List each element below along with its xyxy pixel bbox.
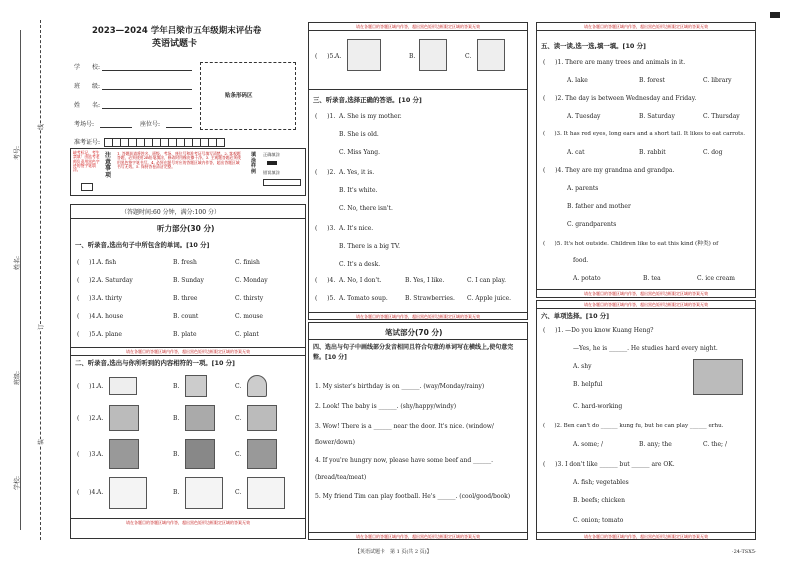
warning-band: 请在各题目的答题区域内作答，超出黑色矩形边框限定区域的答案无效 xyxy=(71,347,305,356)
picture-icon xyxy=(109,405,139,431)
name-input[interactable] xyxy=(102,108,192,109)
picture-icon xyxy=(247,439,277,469)
exam-meta: （答题时间:60 分钟，满分:100 分） xyxy=(121,209,220,216)
s5-q1[interactable]: ( )1. There are many trees and animals in it. A. lake B. forest C. library xyxy=(543,59,732,84)
absent-note: 缺考标记，考生禁填！由监考老师负责用黑色字迹的签字笔填涂。 xyxy=(73,150,100,173)
fill-correct: 正确填涂 xyxy=(263,152,280,157)
section-4-title: 四、选出与句子中画线部分发音相同且符合句意的单词写在横线上,使句意完整。[10 分] xyxy=(313,344,514,361)
margin-seal-word: 装 xyxy=(38,438,45,445)
seat-input[interactable] xyxy=(166,127,192,128)
s4-item-1[interactable]: 1. My sister's birthday is on ______. (way/Monday/rainy) xyxy=(315,383,485,390)
picture-icon xyxy=(419,39,447,71)
picture-icon xyxy=(185,405,215,431)
column-1 xyxy=(70,22,306,547)
school-input[interactable] xyxy=(102,70,192,71)
s6-q2[interactable]: ( )2. Ben can't do ______ kung fu, but he can play ______ erhu. A. some; / B. any; the C. the; / xyxy=(543,423,727,448)
s4-item-4[interactable]: 4. If you're hungry now, please have some beef and ______. xyxy=(315,457,494,464)
writing-title: 笔试部分(70 分) xyxy=(385,328,443,337)
barcode-label: 贴条形码区 xyxy=(225,93,253,99)
s2-row-1[interactable]: ( )1. A. B. C. xyxy=(77,375,299,399)
s4-item-4-cont: (bread/tea/meat) xyxy=(315,474,367,481)
warning-band: 请在各题目的答题区域内作答，超出黑色矩形边框限定区域的答案无效 xyxy=(537,289,755,297)
warning-band: 请在各题目的答题区域内作答，超出黑色矩形边框限定区域的答案无效 xyxy=(537,532,755,540)
s1-row-4[interactable]: ( )4. A. house B. count C. mouse xyxy=(77,313,263,320)
picture-icon xyxy=(109,377,137,395)
s4-item-5[interactable]: 5. My friend Tim can play football. He's ______. (cool/good/book) xyxy=(315,493,511,500)
absent-box[interactable] xyxy=(81,183,93,191)
binding-margin xyxy=(0,0,62,561)
section-6-title: 六、单项选择。[10 分] xyxy=(541,312,610,320)
admission-label: 准考证号: xyxy=(74,139,101,146)
margin-name: 姓名: xyxy=(14,255,21,270)
s6-q3[interactable]: ( )3. I don't like ______ but ______ are OK. A. fish; vegetables B. beefs; chicken C. onion; tomato xyxy=(543,461,675,524)
room-input[interactable] xyxy=(100,127,132,128)
picture-icon xyxy=(477,39,505,71)
fill-wrong-mark xyxy=(263,179,301,186)
warning-band: 请在各题目的答题区域内作答，超出黑色矩形边框限定区域的答案无效 xyxy=(71,518,305,526)
s4-item-2[interactable]: 2. Look! The baby is ______. (shy/happy/windy) xyxy=(315,403,457,410)
exam-subtitle: 英语试题卡 xyxy=(152,39,198,49)
s3-q2[interactable]: ( )2. A. Yes, it is. B. It's white. C. No, there isn't. xyxy=(315,169,393,212)
s1-row-2[interactable]: ( )2. A. Saturday B. Sunday C. Monday xyxy=(77,277,268,284)
margin-line-word: 线 xyxy=(38,123,45,130)
picture-icon xyxy=(247,375,267,397)
notes-text: 1. 答题前请将姓名、班级、考场、座位号和准考证号填写清楚。2. 客观题答题，必须使用2B铅笔填涂，修改时用橡皮擦干净。3. 主观题答题必须使用黑色签字笔书写。4. 必须在题号对应的答题区域内作答，超出答题区域书写无效。5. 保持答卷清洁完整。 xyxy=(117,151,241,170)
footer-page: 【英语试题卡 第 1 页(共 2 页)】 xyxy=(355,549,432,555)
room-label: 考场号: xyxy=(74,121,95,128)
margin-dash-line xyxy=(40,20,41,540)
picture-icon xyxy=(693,359,743,395)
class-input[interactable] xyxy=(102,89,192,90)
corner-mark xyxy=(770,12,780,18)
s2-row-2[interactable]: ( )2. A. B. C. xyxy=(77,405,299,433)
notes-block xyxy=(70,148,306,196)
margin-line-1 xyxy=(20,30,21,530)
s3-q4[interactable]: ( )4. A. No, I don't. B. Yes, I like. C. I can play. xyxy=(315,277,507,284)
margin-school: 学校: xyxy=(14,475,21,490)
s4-item-3[interactable]: 3. Wow! There is a ______ near the door. It's nice. (window/ xyxy=(315,423,494,430)
picture-icon xyxy=(185,439,215,469)
answer-frame-4 xyxy=(536,22,756,298)
s5-q4[interactable]: ( )4. They are my grandma and grandpa. A. parents B. father and mother C. grandparents xyxy=(543,167,675,228)
picture-icon xyxy=(109,439,139,469)
fill-sample-title: 填涂样例 xyxy=(251,152,257,175)
listening-title: 听力部分(30 分) xyxy=(157,224,215,233)
class-label: 班 级: xyxy=(74,83,101,90)
divider xyxy=(309,89,527,90)
school-label: 学 校: xyxy=(74,64,101,71)
margin-exam-no: 考号: xyxy=(14,145,21,160)
s3-q5[interactable]: ( )5. A. Tomato soup. B. Strawberries. C. Apple juice. xyxy=(315,295,512,302)
s3-q3[interactable]: ( )3. A. It's nice. B. There is a big TV. C. It's a desk. xyxy=(315,225,401,268)
warning-band: 请在各题目的答题区域内作答，超出黑色矩形边框限定区域的答案无效 xyxy=(309,23,527,31)
picture-icon xyxy=(247,405,277,431)
section-2-title: 二、听录音,选出与你所听到的内容相符的一项。[10 分] xyxy=(75,359,235,367)
picture-icon xyxy=(347,39,381,71)
s3-q1[interactable]: ( )1. A. She is my mother. B. She is old. C. Miss Yang. xyxy=(315,113,402,156)
exam-title: 2023—2024 学年吕梁市五年级期末评估卷 xyxy=(92,26,262,36)
s1-row-3[interactable]: ( )3. A. thirty B. three C. thirsty xyxy=(77,295,264,302)
warning-band: 请在各题目的答题区域内作答，超出黑色矩形边框限定区域的答案无效 xyxy=(537,23,755,31)
s5-q5[interactable]: ( )5. It's hot outside. Children like to eat this kind (种类) of food. A. potato B. tea C. ice cream xyxy=(543,241,735,282)
divider xyxy=(309,339,527,340)
answer-frame-2 xyxy=(308,22,528,320)
warning-band: 请在各题目的答题区域内作答，超出黑色矩形边框限定区域的答案无效 xyxy=(537,301,755,309)
name-label: 姓 名: xyxy=(74,102,101,109)
s2-row-4[interactable]: ( )4. A. B. C. xyxy=(77,477,299,511)
s5-q3[interactable]: ( )3. It has red eyes, long ears and a short tail. It likes to eat carrots. A. cat B. rabbit C. dog xyxy=(543,131,746,156)
notes-title: 注意事项 xyxy=(105,152,112,179)
s2-row-3[interactable]: ( )3. A. B. C. xyxy=(77,439,299,471)
answer-frame-1 xyxy=(70,204,306,539)
fill-wrong: 错误填涂 xyxy=(263,170,280,175)
answer-frame-3 xyxy=(308,322,528,540)
footer-code: ·24-TSX5· xyxy=(732,549,757,555)
answer-frame-5 xyxy=(536,300,756,540)
s1-row-1[interactable]: ( )1. A. fish B. fresh C. finish xyxy=(77,259,260,266)
margin-class: 班级: xyxy=(14,370,21,385)
s5-q2[interactable]: ( )2. The day is between Wednesday and Friday. A. Tuesday B. Saturday C. Thursday xyxy=(543,95,740,120)
margin-bind-word: 订 xyxy=(38,323,45,330)
fill-correct-mark xyxy=(267,161,277,165)
barcode-area xyxy=(200,62,296,130)
seat-label: 座位号: xyxy=(140,121,161,128)
picture-icon xyxy=(109,477,147,509)
warning-band: 请在各题目的答题区域内作答，超出黑色矩形边框限定区域的答案无效 xyxy=(309,312,527,320)
s1-row-5[interactable]: ( )5. A. plane B. plate C. plant xyxy=(77,331,259,338)
s6-q1[interactable]: ( )1. —Do you know Kuang Heng? —Yes, he is ______. He studies hard every night. A. shy B. helpful C. hard-working xyxy=(543,327,753,417)
warning-band: 请在各题目的答题区域内作答，超出黑色矩形边框限定区域的答案无效 xyxy=(309,532,527,540)
picture-icon xyxy=(185,375,207,397)
section-5-title: 五、读一读,选一选,填一填。[10 分] xyxy=(541,42,646,50)
s4-item-3-cont: flower/down) xyxy=(315,439,355,446)
divider xyxy=(71,218,305,219)
picture-icon xyxy=(247,477,285,509)
section-3-title: 三、听录音,选择正确的答语。[10 分] xyxy=(313,96,422,104)
admission-boxes[interactable] xyxy=(104,138,224,147)
picture-icon xyxy=(185,477,223,509)
s2-row-5[interactable]: ( )5. A. B. C. xyxy=(315,35,525,81)
section-1-title: 一、听录音,选出句子中所包含的单词。[10 分] xyxy=(75,241,210,249)
